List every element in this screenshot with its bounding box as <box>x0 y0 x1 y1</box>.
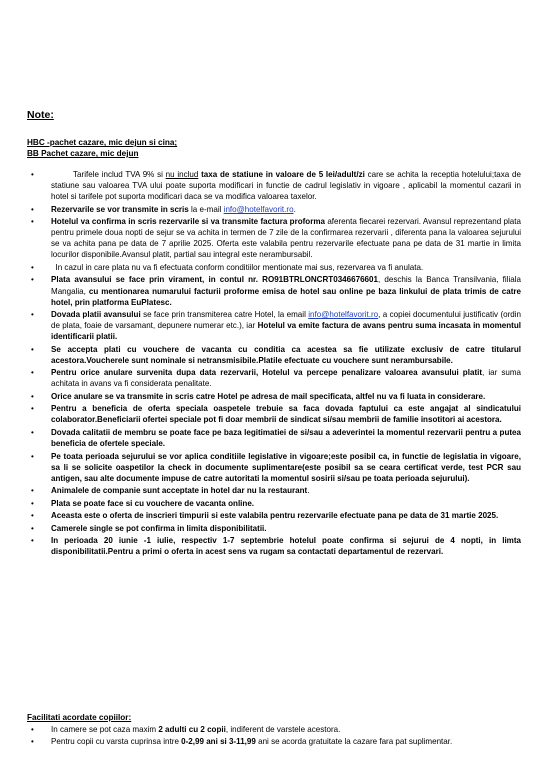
bullet-icon: • <box>31 737 34 747</box>
list-item: • In cazul in care plata nu va fi efectuata conform conditiilor mentionate mai sus, rezervarea va fi anulata. <box>31 262 424 272</box>
package-bb: BB Pachet cazare, mic dejun <box>27 149 139 158</box>
facilities-title: Facilitati acordate copiilor: <box>27 713 132 722</box>
list-item: • Animalele de companie sunt acceptate in hotel dar nu la restaurant. <box>31 486 310 496</box>
list-item: • In camere se pot caza maxim 2 adulti cu 2 copii, indiferent de varstele acestora. <box>31 725 341 734</box>
bullet-icon: • <box>31 262 34 272</box>
list-item: • Pentru copii cu varsta cuprinsa intre 0-2,99 ani si 3-11,99 ani se acorda gratuitate la cazare fara pat suplimentar. <box>31 737 453 747</box>
email-link[interactable]: info@hotelfavorit.ro <box>308 310 379 320</box>
list-item: • Plata se poate face si cu vouchere de vacanta online. <box>31 498 255 508</box>
bullet-icon: • <box>31 391 34 401</box>
bullet-icon: • <box>31 310 34 320</box>
list-item: • Aceasta este o oferta de inscrieri timpurii si este valabila pentru rezervarile efectuate pana pe data de 31 martie 2025. <box>31 511 499 521</box>
list-item: • Plata avansului se face prin virament, in contul nr. RO91BTRLONCRT0346676601, deschis la Banca Transilvania, filiala Mangalia, cu mentionarea numarului facturii proforme emisa de hotel sau online pe baza linkului de plata trimis de catre hotel, prin platforma EuPlatesc. <box>31 275 521 307</box>
list-item: • Dovada platii avansului se face prin transmiterea catre Hotel, la email info@hotelfavorit.ro, a copiei documentului justificativ (ordin de plata, foaie de varsamant, depunere numerar etc.), iar Hotelul va emite factura de avans pentru suma incasata in momentul identificarii platii. <box>31 310 522 342</box>
bullet-icon: • <box>31 511 34 521</box>
note-title: Note: <box>27 109 54 121</box>
list-item: • Hotelul va confirma in scris rezervarile si va transmite factura proforma aferenta fiecarei rezervari. Avansul reprezentand plata pentru primele doua nopti de sejur se va achita in termen de 7 zile de la confirmarea rezervarii , diferenta pana la valoarea sejurului se va achita pana pe data de 7 aprilie 2025. Oferta este valabila pentru rezervarile efectuate pana pe data de 31 martie in limita locurilor disponibile.Avansul platit, partial sau integral este nerambursabil. <box>31 217 521 260</box>
list-item: • Orice anulare se va transmite in scris catre Hotel pe adresa de mail specificata, altfel nu va fi luata in considerare. <box>31 391 486 401</box>
bullet-icon: • <box>31 725 34 734</box>
list-item: • Pentru orice anulare survenita dupa data rezervarii, Hotelul va percepe penalizare valoarea avansului platit, iar suma achitata in avans va fi considerata penalitate. <box>31 368 522 389</box>
conditions-list <box>31 169 521 559</box>
bullet-icon: • <box>31 170 34 179</box>
bullet-icon: • <box>31 486 34 496</box>
package-hbc: HBC -pachet cazare, mic dejun si cina; <box>27 138 178 147</box>
bullet-icon: • <box>31 204 34 214</box>
list-item: • Dovada calitatii de membru se poate face pe baza legitimatiei de si/sau a adeverintei la momentul rezervarii pentru a putea beneficia de ofertele speciale. <box>31 427 521 449</box>
email-link[interactable]: info@hotelfavorit.ro <box>223 204 294 214</box>
bullet-icon: • <box>31 451 34 461</box>
bullet-icon: • <box>31 275 34 285</box>
list-item: • Se accepta plati cu vouchere de vacanta cu conditia ca acestea sa fie utilizate exclusiv de catre titularul acestora.Voucherele sunt nominale si netransmisibile.Platile efectuate cu vouchere sunt nerambursabile. <box>31 344 521 365</box>
bullet-icon: • <box>31 427 34 437</box>
bullet-icon: • <box>31 404 34 414</box>
bullet-icon: • <box>31 523 34 533</box>
list-item: • Camerele single se pot confirma in limita disponibilitatii. <box>31 523 267 533</box>
list-item: • Rezervarile se vor transmite in scris la e-mail info@hotelfavorit.ro. <box>31 204 296 214</box>
bullet-icon: • <box>31 368 34 378</box>
list-item: • Pe toata perioada sejurului se vor aplica conditiile legislative in vigoare;este posibil ca, in functie de legislatia in vigoare, sa li se solicite oaspetilor la check in documente suplimentare(este posibil sa se ceara certificat verde, test PCR sau antigen, sau alte documente impuse de catre autoritati la momentul sosirii si/sau pe toata perioada sejurului). <box>31 451 521 483</box>
list-item: • In perioada 20 iunie -1 iulie, respectiv 1-7 septembrie hotelul poate confirma si sejurui de 4 nopti, in limta disponibilitatii.Pentru a primi o oferta in acest sens va rugam sa contactati departamentul de rezervari. <box>31 536 521 557</box>
list-item: • Pentru a beneficia de oferta speciala oaspetele trebuie sa faca dovada faptului ca este angajat al sindicatului colaborator.Beneficiarii ofertei speciale pot fi doar membrii de sindicat si/sau membrii de familie insotitori ai acestora. <box>31 404 521 425</box>
facilities-list <box>31 724 521 749</box>
bullet-icon: • <box>31 536 34 546</box>
bullet-icon: • <box>31 344 34 354</box>
bullet-icon: • <box>31 217 34 227</box>
bullet-icon: • <box>31 498 34 508</box>
list-item: • Tarifele includ TVA 9% si nu includ taxa de statiune in valoare de 5 lei/adult/zi care se achita la receptia hotelului;taxa de statiune sau valoarea TVA ului poate suporta modificari in functie de cadrul legislativ in vigoare , aplicabil la momentul cazarii in hotel si tarifele pot suporta modificari daca se va modifica valoarea taxelor. <box>31 170 521 202</box>
